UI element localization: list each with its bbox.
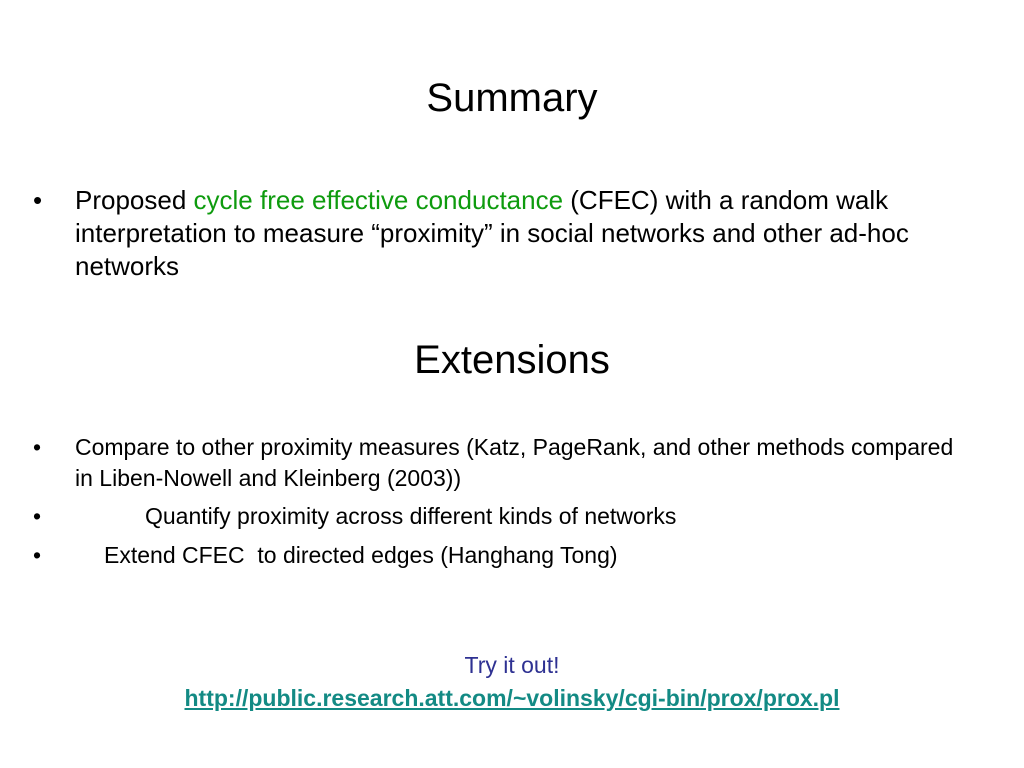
summary-bullet-suffix: (CFEC) with a random walk interpretation to measure “proximity” in social networks and other ad-hoc networks: [75, 185, 909, 281]
try-it-link-container: [0, 683, 1024, 713]
try-it-label: Try it out!: [464, 652, 560, 678]
bullet-marker: •: [33, 185, 43, 215]
summary-bullet-text: [75, 184, 935, 283]
bullet-marker: •: [33, 503, 42, 529]
bullet-marker: •: [33, 434, 42, 460]
extension-bullet-text: Quantify proximity across different kinds of networks: [145, 503, 677, 529]
bullet-marker: •: [33, 542, 42, 568]
extension-bullet-text: Compare to other proximity measures (Katz, PageRank, and other methods compared in Liben-Nowell and Kleinberg (2003)): [75, 434, 954, 491]
prox-url-link[interactable]: http://public.research.att.com/~volinsky/cgi-bin/prox/prox.pl: [184, 685, 840, 711]
extensions-title: Extensions: [414, 338, 610, 382]
summary-bullet-highlight: cycle free effective conductance: [193, 185, 564, 215]
extension-bullet-text: Extend CFEC to directed edges (Hanghang Tong): [104, 542, 618, 568]
summary-title: Summary: [426, 76, 598, 120]
summary-bullet-prefix: Proposed: [75, 185, 194, 215]
